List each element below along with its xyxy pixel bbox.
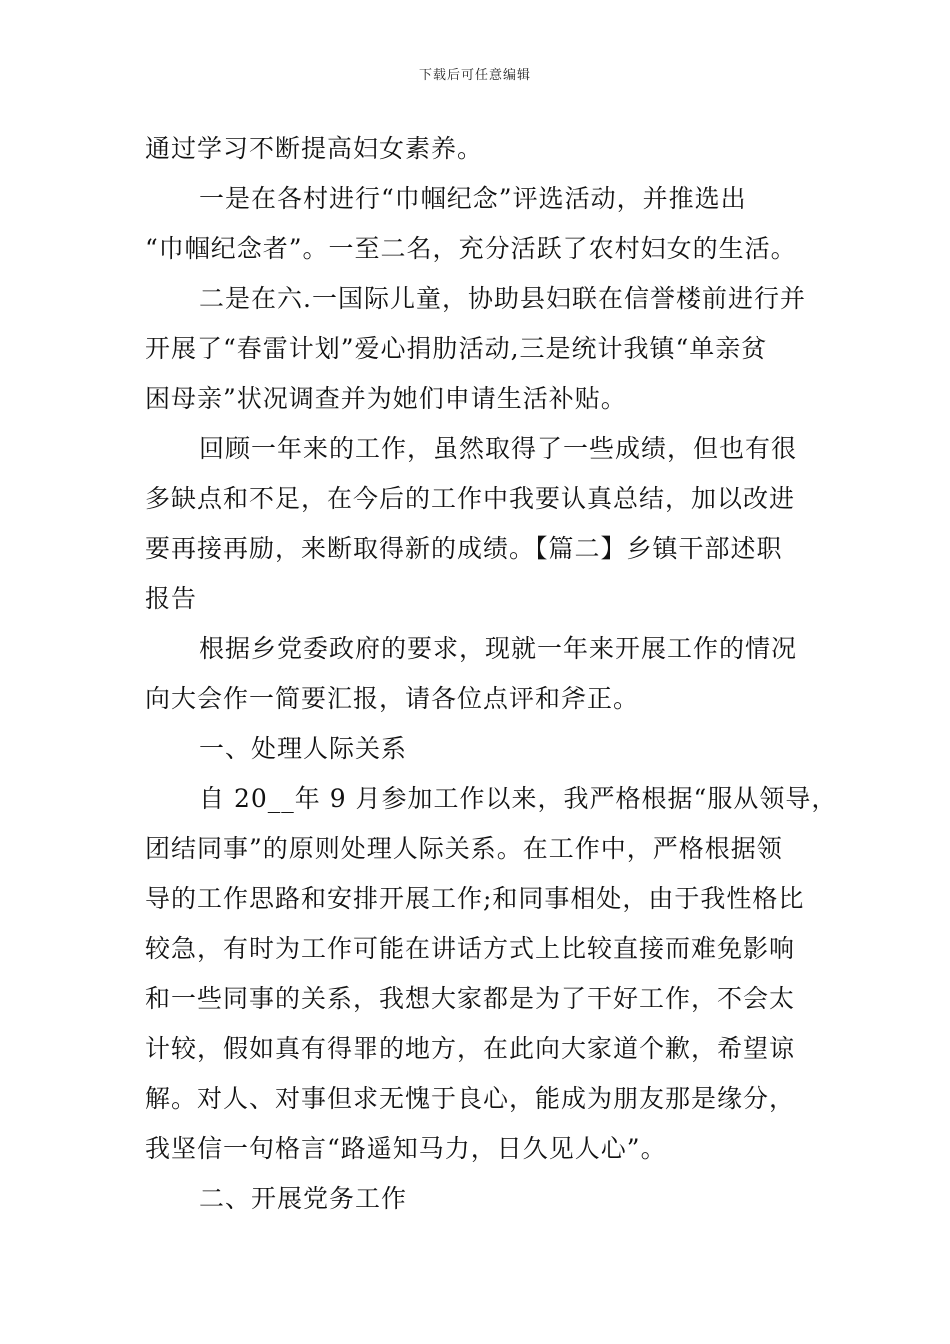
- text-line: 二是在六.一国际儿童，协助县妇联在信誉楼前进行并: [199, 284, 806, 313]
- section-heading-party-work: [145, 1174, 809, 1224]
- text-line: 向大会作一简要汇报，请各位点评和斧正。: [145, 684, 640, 713]
- document-body: [145, 124, 838, 1224]
- paragraph-continuation: [145, 124, 809, 174]
- text-line: 一是在各村进行“巾帼纪念”评选活动，并推选出: [199, 184, 747, 213]
- text-line: 开展了“春雷计划”爱心捐肋活动,三是统计我镇“单亲贫: [145, 334, 768, 363]
- page-header-note: 下载后可任意编辑: [418, 68, 531, 83]
- text-line: 根据乡党委政府的要求，现就一年来开展工作的情况: [199, 634, 798, 663]
- text-line: 要再接再励，来断取得新的成绩。【篇二】乡镇干部述职: [145, 534, 783, 563]
- text-line: 计较，假如真有得罪的地方，在此向大家道个歉，希望谅: [145, 1034, 796, 1063]
- text-line: 和一些同事的关系，我想大家都是为了干好工作，不会太: [145, 984, 796, 1013]
- text-line: 报告: [145, 584, 198, 613]
- text-line: 较急，有时为工作可能在讲话方式上比较直接而难免影响: [145, 934, 796, 963]
- text-line: 导的工作思路和安排开展工作;和同事相处，由于我性格比: [145, 884, 805, 913]
- text-line: “巾帼纪念者”。一至二名，充分活跃了农村妇女的生活。: [145, 234, 797, 263]
- paragraph-village-activity: [145, 174, 809, 274]
- paragraph-children-day: [145, 274, 809, 424]
- section-heading-relations: [145, 724, 809, 774]
- text-line: 通过学习不断提高妇女素养。: [145, 134, 484, 163]
- text-line: 困母亲”状况调查并为她们申请生活补贴。: [145, 384, 627, 413]
- paragraph-report-intro: [145, 624, 809, 724]
- paragraph-review: [145, 424, 809, 624]
- text-line: 团结同事”的原则处理人际关系。在工作中，严格根据领: [145, 834, 783, 863]
- text-line: 我坚信一句格言“路遥知马力，日久见人心”。: [145, 1134, 667, 1163]
- text-line: 多缺点和不足，在今后的工作中我要认真总结，加以改进: [145, 484, 796, 513]
- heading-text: 一、处理人际关系: [199, 734, 408, 763]
- text-line: 自 20__年 9 月参加工作以来，我严格根据“服从领导，: [199, 784, 838, 813]
- text-line: 回顾一年来的工作，虽然取得了一些成绩，但也有很: [199, 434, 798, 463]
- text-line: 解。对人、对事但求无愧于良心，能成为朋友那是缘分，: [145, 1084, 796, 1113]
- heading-text: 二、开展党务工作: [199, 1184, 408, 1213]
- paragraph-relations: [145, 774, 838, 1174]
